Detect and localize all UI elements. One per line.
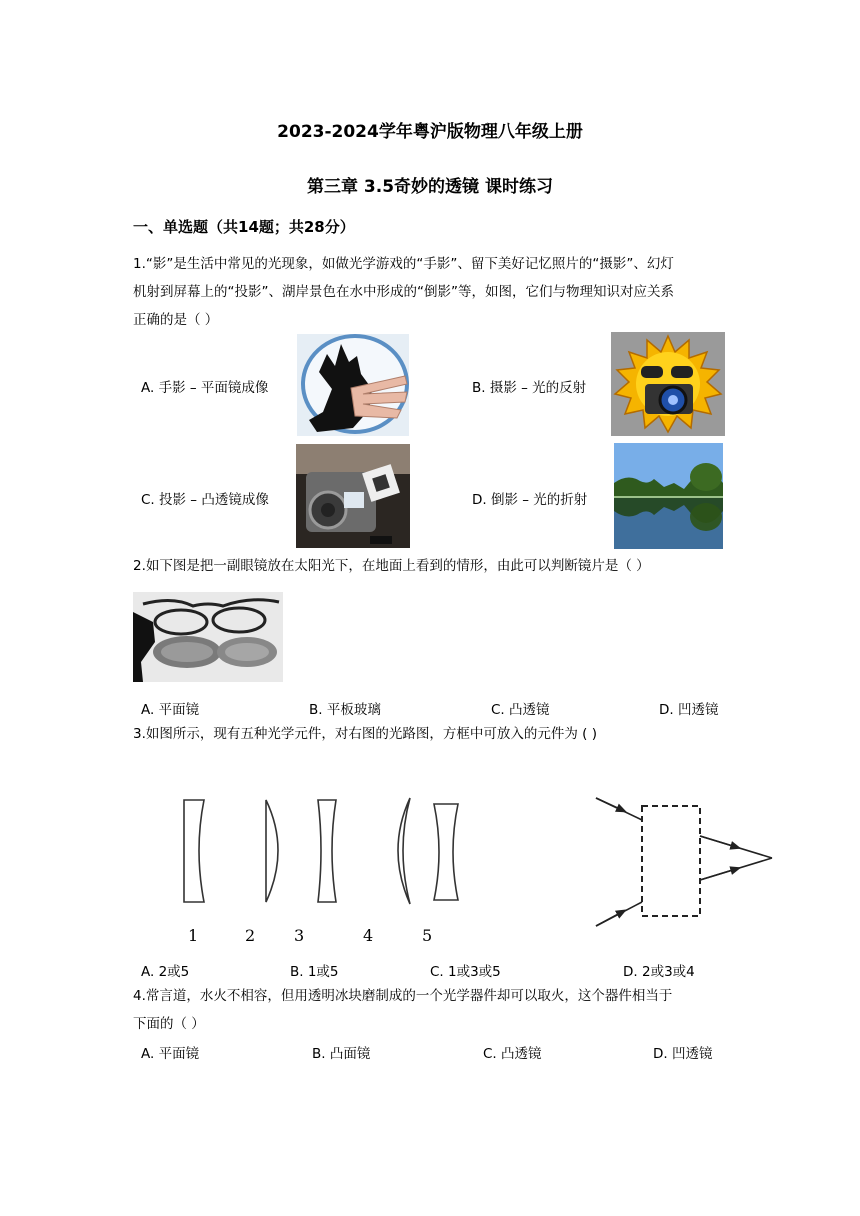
- lens-label-1: 1: [188, 926, 199, 945]
- question-4-line: 4.常言道，水火不相容，但用透明冰块磨制成的一个光学器件却可以取火，这个器件相当于: [133, 988, 673, 1004]
- lens-label-5: 5: [422, 926, 433, 945]
- lens-1: [184, 800, 204, 902]
- lens-5: [434, 804, 458, 900]
- question-1-line: 1.“影”是生活中常见的光现象，如做光学游戏的“手影”、留下美好记忆照片的“摄影”、幻灯: [133, 256, 674, 272]
- lens-label-4: 4: [363, 926, 374, 945]
- q4-option-d[interactable]: D. 凹透镜: [653, 1046, 713, 1062]
- q3-option-a[interactable]: A. 2或5: [141, 964, 190, 980]
- hand-shadow-image: [297, 334, 409, 436]
- q4-option-a[interactable]: A. 平面镜: [141, 1046, 200, 1062]
- q1-option-a[interactable]: A. 手影 – 平面镜成像: [141, 380, 269, 396]
- q4-option-b[interactable]: B. 凸面镜: [312, 1046, 371, 1062]
- question-1-line: 机射到屏幕上的“投影”、湖岸景色在水中形成的“倒影”等，如图，它们与物理知识对应关系: [133, 284, 674, 300]
- q2-option-d[interactable]: D. 凹透镜: [659, 702, 719, 718]
- q1-option-c[interactable]: C. 投影 – 凸透镜成像: [141, 492, 269, 508]
- question-3-line: 3.如图所示，现有五种光学元件，对右图的光路图，方框中可放入的元件为 ( ): [133, 726, 597, 742]
- q2-option-a[interactable]: A. 平面镜: [141, 702, 200, 718]
- q4-option-c[interactable]: C. 凸透镜: [483, 1046, 542, 1062]
- light-path-diagram: [590, 790, 780, 930]
- q2-option-b[interactable]: B. 平板玻璃: [309, 702, 381, 718]
- question-2: [133, 552, 733, 580]
- lens-figure: [170, 790, 460, 910]
- question-1-line: 正确的是（ ）: [133, 312, 219, 328]
- question-4-line: 下面的（ ）: [133, 1016, 205, 1032]
- question-3: [133, 720, 733, 748]
- q3-option-b[interactable]: B. 1或5: [290, 964, 339, 980]
- question-1: [133, 250, 733, 334]
- document-subtitle: 第三章 3.5奇妙的透镜 课时练习: [307, 177, 553, 197]
- q1-option-b[interactable]: B. 摄影 – 光的反射: [472, 380, 587, 396]
- projector-image: [296, 444, 410, 548]
- q3-option-d[interactable]: D. 2或3或4: [623, 964, 695, 980]
- lens-label-2: 2: [245, 926, 256, 945]
- question-2-line: 2.如下图是把一副眼镜放在太阳光下，在地面上看到的情形，由此可以判断镜片是（ ）: [133, 558, 650, 574]
- q2-option-c[interactable]: C. 凸透镜: [491, 702, 550, 718]
- glasses-shadow-image: [133, 592, 283, 682]
- q3-option-c[interactable]: C. 1或3或5: [430, 964, 501, 980]
- q1-option-d[interactable]: D. 倒影 – 光的折射: [472, 492, 588, 508]
- lens-4: [398, 798, 410, 904]
- sun-camera-image: [611, 332, 725, 436]
- document-title: 2023-2024学年粤沪版物理八年级上册: [277, 122, 583, 142]
- lens-3: [318, 800, 336, 902]
- lens-label-3: 3: [294, 926, 305, 945]
- lake-reflection-image: [614, 443, 723, 549]
- dashed-box: [642, 806, 700, 916]
- section-heading: 一、单选题（共14题；共28分）: [133, 218, 355, 236]
- question-4: [133, 982, 733, 1038]
- lens-2: [266, 800, 278, 902]
